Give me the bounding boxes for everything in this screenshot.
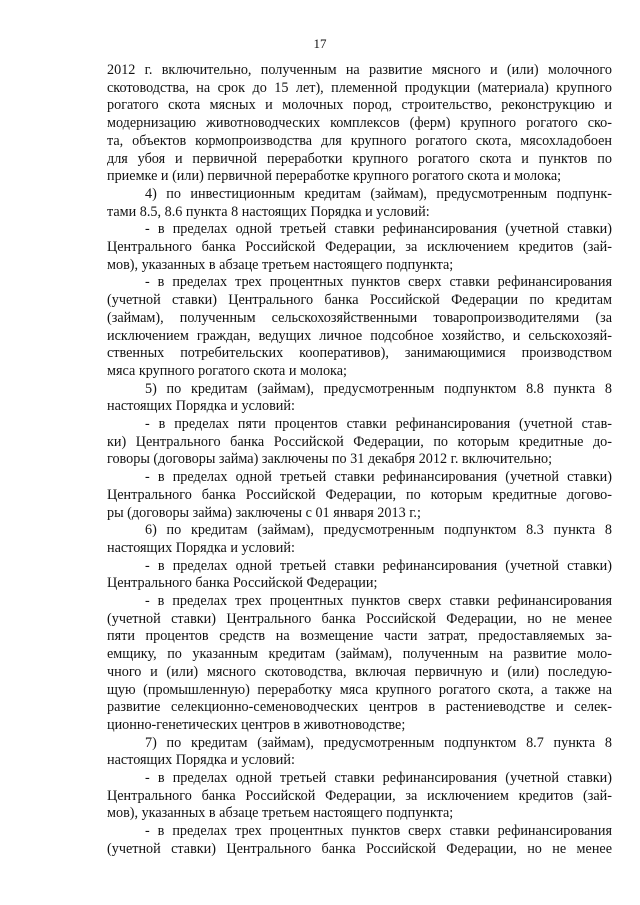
text-line: для убоя и первичной переработки крупного рогатого скота и пунктов по <box>107 150 612 167</box>
text-line: щую (промышленную) переработку мяса крупного рогатого скота, а также на <box>107 681 612 698</box>
text-line: 5) по кредитам (займам), предусмотренным подпунктом 8.8 пункта 8 <box>145 380 612 397</box>
text-line: настоящих Порядка и условий: <box>107 752 295 769</box>
text-line: (учетной ставки) Центрального банка Российской Федерации, но не менее <box>107 610 612 627</box>
text-line: емщику, по указанным кредитам (займам), полученным на развитие моло- <box>107 646 612 663</box>
text-line: мов), указанных в абзаце третьем настоящего подпункта; <box>107 256 454 273</box>
text-line: 6) по кредитам (займам), предусмотренным подпунктом 8.3 пункта 8 <box>145 522 612 539</box>
text-line: - в пределах одной третьей ставки рефинансирования (учетной ставки) <box>145 770 612 786</box>
text-line: Центрального банка Российской Федерации, по которым кредитные догово- <box>107 486 612 503</box>
text-line: ры (договоры займа) заключены с 01 января 2013 г.; <box>107 504 421 521</box>
text-line: - в пределах одной третьей ставки рефинансирования (учетной ставки) <box>145 469 612 486</box>
text-line: мяса крупного рогатого скота и молока; <box>107 362 347 379</box>
text-line: - в пределах одной третьей ставки рефинансирования (учетной ставки) <box>145 557 612 574</box>
text-line: тами 8.5, 8.6 пункта 8 настоящих Порядка и условий: <box>107 203 430 220</box>
text-line: - в пределах трех процентных пунктов сверх ставки рефинансирования <box>145 274 612 291</box>
text-line: чного и (или) мясного скотоводства, включая первичную и (или) последую- <box>107 663 612 680</box>
text-line: 7) по кредитам (займам), предусмотренным подпунктом 8.7 пункта 8 <box>145 734 612 751</box>
text-line: ственных потребительских кооперативов), занимающимися производством <box>107 345 612 362</box>
text-line: 4) по инвестиционным кредитам (займам), предусмотренным подпунк- <box>145 185 612 202</box>
text-line: говоры (договоры займа) заключены по 31 декабря 2012 г. включительно; <box>107 451 553 468</box>
text-line: развитие селекционно-семеноводческих центров в растениеводстве и селек- <box>107 699 612 716</box>
text-line: мов), указанных в абзаце третьем настоящего подпункта; <box>107 805 454 822</box>
text-line: Центрального банка Российской Федерации, за исключением кредитов (зай- <box>107 239 612 255</box>
text-line: приемке и (или) первичной переработке крупного рогатого скота и молока; <box>107 168 562 185</box>
text-line: - в пределах одной третьей ставки рефинансирования (учетной ставки) <box>145 221 612 238</box>
text-line: (займам), полученным сельскохозяйственными товаропроизводителями (за <box>107 309 612 326</box>
text-line: исключением граждан, ведущих личное подсобное хозяйство, и сельскохозяй- <box>107 327 612 344</box>
text-line: та, объектов кормопроизводства для крупного рогатого скота, мясохладобоен <box>107 132 612 149</box>
text-line: скотоводства, на срок до 15 лет), племенной продукции (материала) крупного <box>107 79 612 96</box>
text-line: Центрального банка Российской Федерации; <box>107 575 378 592</box>
text-line: - в пределах трех процентных пунктов сверх ставки рефинансирования <box>145 593 612 609</box>
text-line: настоящих Порядка и условий: <box>107 539 295 556</box>
text-line: 2012 г. включительно, полученным на развитие мясного и (или) молочного <box>107 62 612 78</box>
text-line: настоящих Порядка и условий: <box>107 398 295 415</box>
text-line: пяти процентов средств на возмещение части затрат, предоставляемых за- <box>107 628 612 645</box>
text-line: модернизацию животноводческих комплексов (ферм) крупного рогатого ско- <box>107 115 612 132</box>
text-line: ционно-генетических центров в животноводстве; <box>107 716 406 733</box>
text-line: ки) Центрального банка Российской Федерации, по которым кредитные до- <box>107 433 612 450</box>
text-line: - в пределах пяти процентов ставки рефинансирования (учетной став- <box>145 416 612 432</box>
text-line: - в пределах трех процентных пунктов сверх ставки рефинансирования <box>145 823 612 840</box>
text-line: (учетной ставки) Центрального банка Российской Федерации, но не менее <box>107 840 612 857</box>
text-line: (учетной ставки) Центрального банка Российской Федерации по кредитам <box>107 292 612 309</box>
page-number: 17 <box>313 36 327 51</box>
text-line: Центрального банка Российской Федерации, за исключением кредитов (зай- <box>107 787 612 804</box>
text-line: рогатого скота мясных и молочных пород, строительство, реконструкцию и <box>107 97 612 114</box>
